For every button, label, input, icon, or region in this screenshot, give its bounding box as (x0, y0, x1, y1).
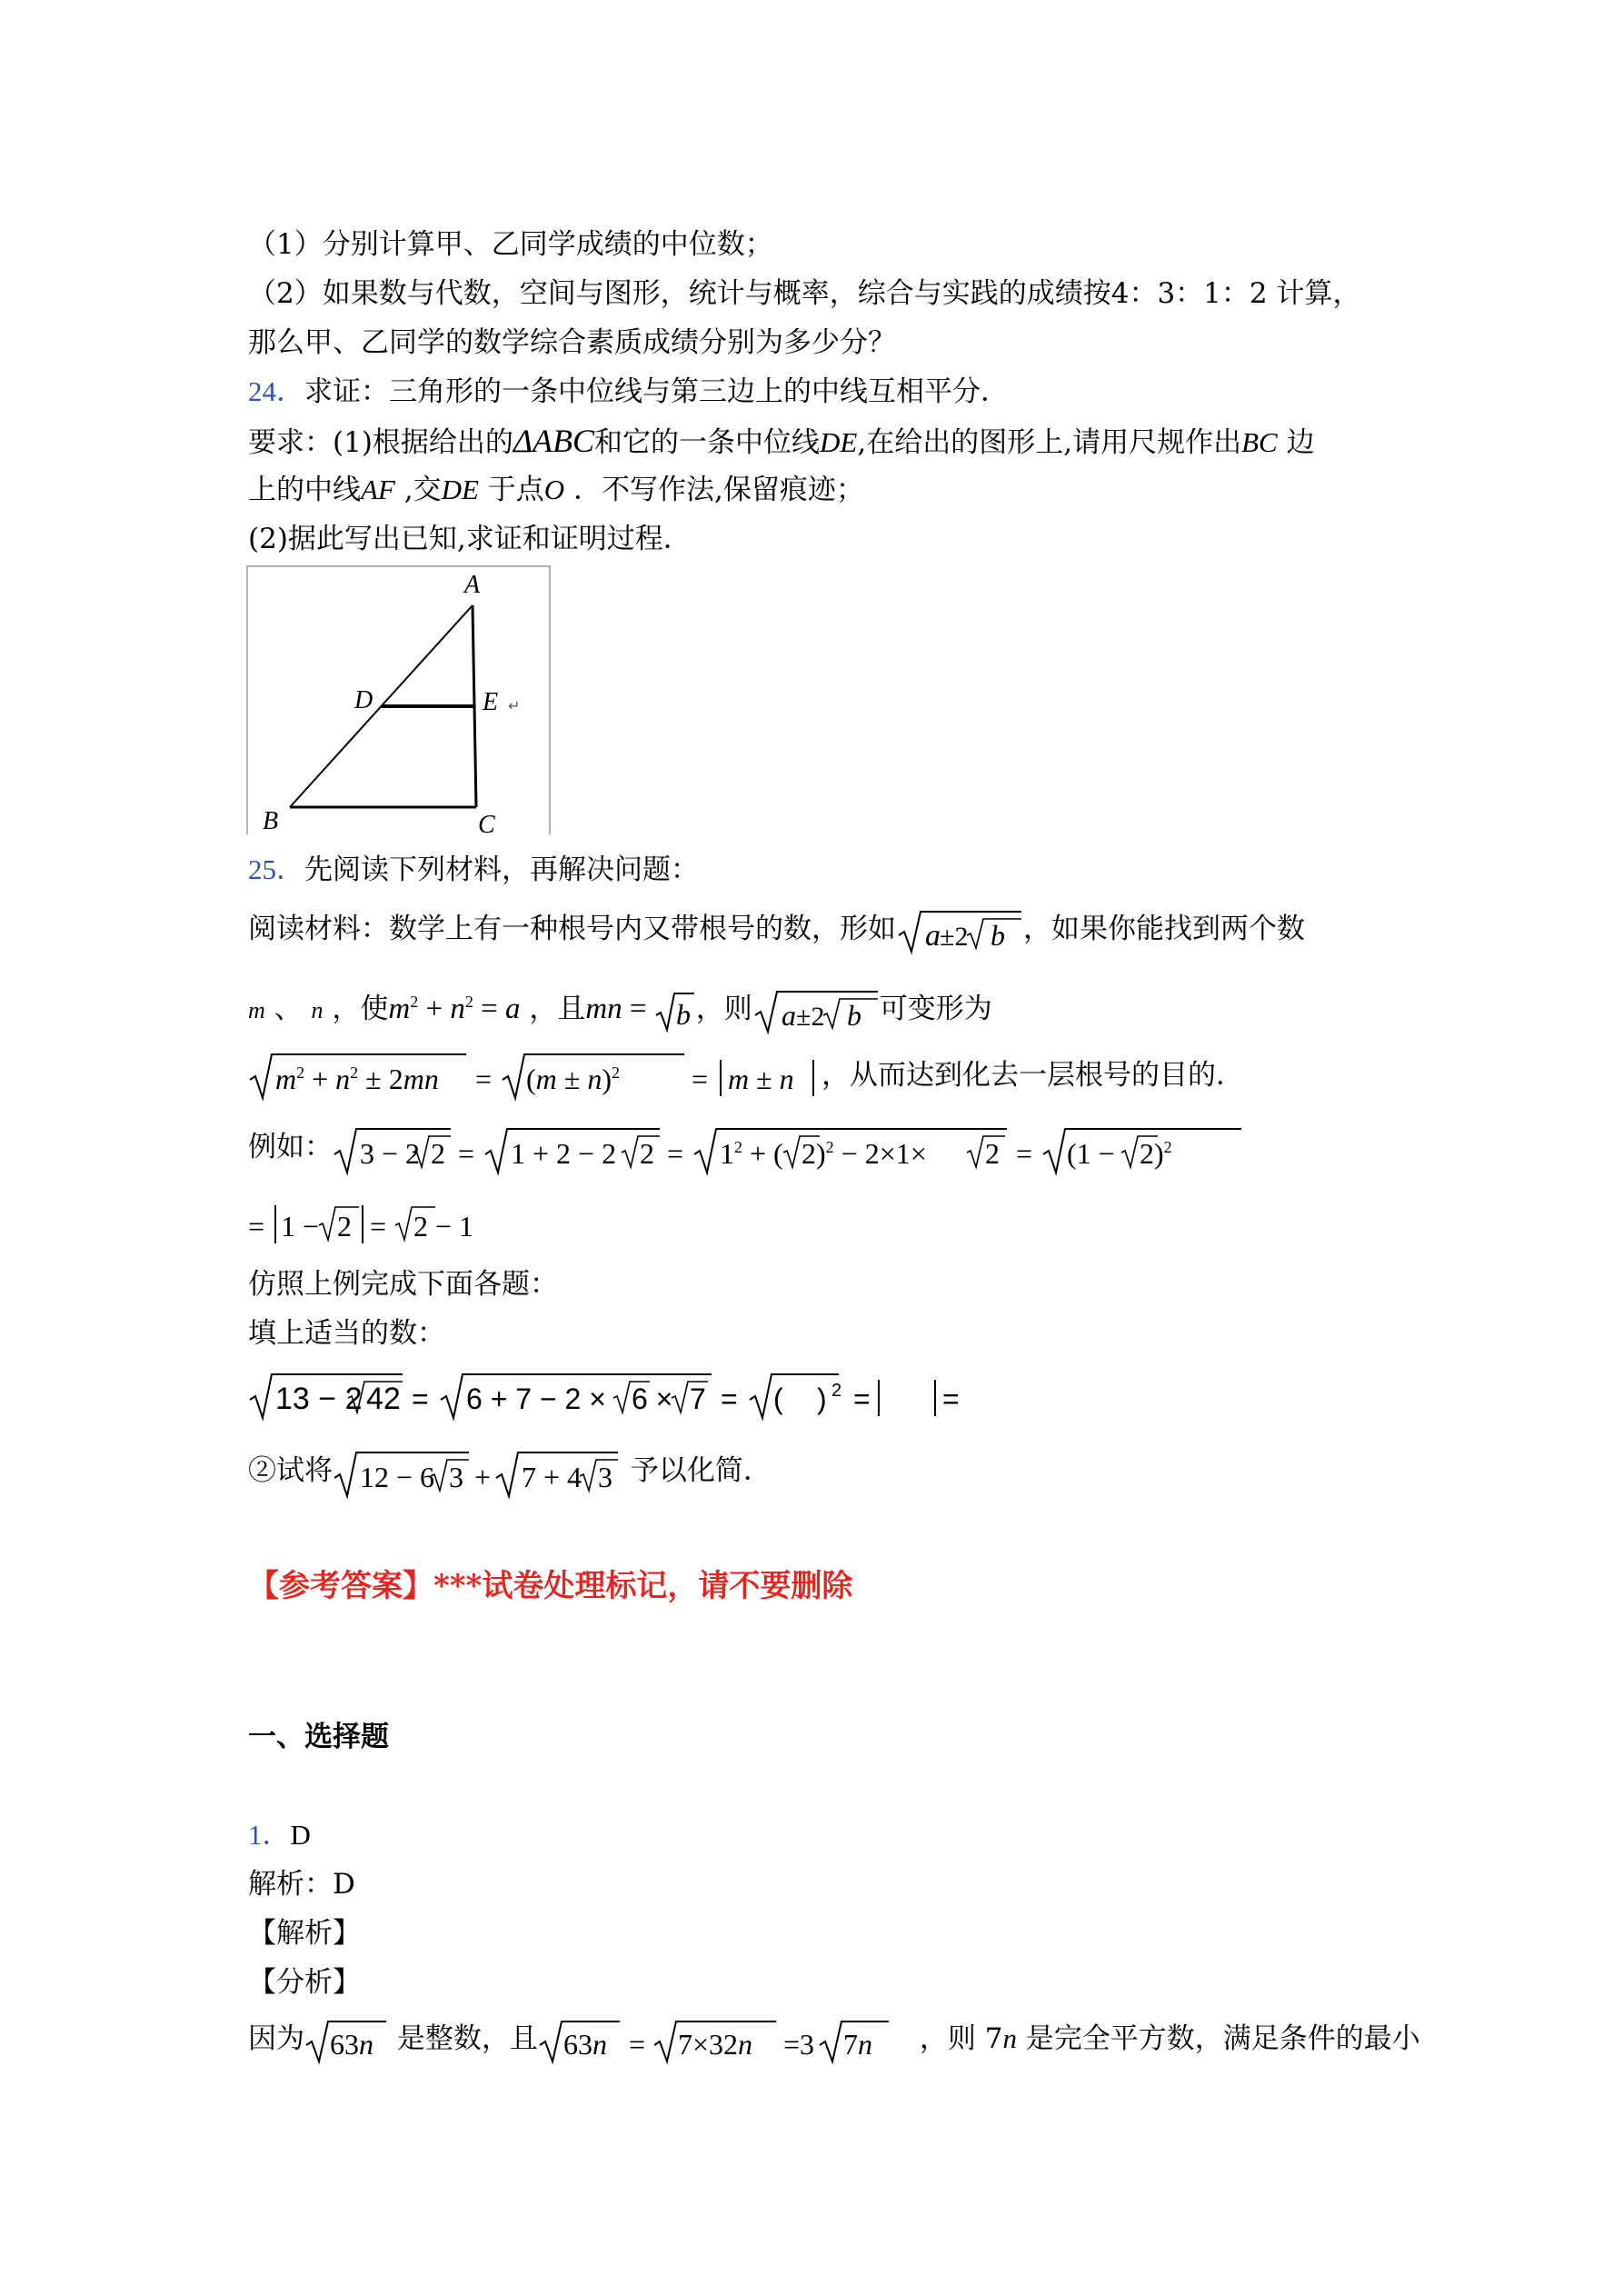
q24-triangle-symbol: ΔABC (513, 423, 595, 459)
q25-number: 25． (248, 854, 304, 885)
q24-req1-text-c: ,在给出的图形上,请用尺规作出 (857, 426, 1242, 459)
q24-req1-line (248, 420, 1315, 464)
a1-text-d: 是完全平方数，满足条件的最小 (1025, 2022, 1420, 2055)
svg-text:=: = (853, 1382, 871, 1415)
label-e: E (483, 688, 499, 716)
svg-text:m2 + n2 ± 2mn: $m^2 + n^2 \pm 2mn$ (275, 1062, 439, 1095)
svg-text:12 − 6: 12 − 6 (360, 1460, 435, 1493)
expr-sqrt-chain (538, 2016, 920, 2065)
q23-part2b: 那么甲、乙同学的数学综合素质成绩分别为多少分？ (248, 326, 896, 359)
reading-text-d: ，且 (529, 993, 586, 1025)
q25-reading-line2 (248, 977, 992, 1035)
reading-text-b: ，如果你能找到两个数 (1023, 913, 1305, 945)
svg-text:7 + 4: 7 + 4 (522, 1460, 582, 1493)
svg-text:b: b (991, 918, 1005, 952)
svg-text:m ± n: m ± n (728, 1062, 794, 1095)
svg-text:): ) (817, 1382, 827, 1415)
q2-text-b: 予以化简． (630, 1454, 772, 1487)
expr-simplify (333, 1445, 622, 1500)
q24-de: DE (820, 426, 858, 458)
svg-text:63n: 63n (563, 2027, 607, 2061)
a1-text-a: 因为 (248, 2022, 304, 2055)
a1-text-c: ，则 7 (919, 2022, 1003, 2055)
svg-text:2: 2 (985, 1136, 1000, 1170)
svg-text:63n: 63n (330, 2027, 373, 2061)
svg-text:42: 42 (366, 1381, 401, 1416)
q25-example-line (248, 1120, 1250, 1176)
section-title: 一、选择题 (248, 1721, 389, 1753)
svg-text:6 ×: 6 × (632, 1382, 673, 1415)
expr-sqrt-a-pm-2sqrtb-2 (752, 986, 880, 1035)
a1-fenxi: 【分析】 (248, 1966, 361, 1999)
q25-reading-line1 (248, 904, 1305, 955)
a1-line (248, 1814, 311, 1856)
a1-text-line (248, 2012, 1420, 2065)
expr-example-result (248, 1194, 539, 1249)
svg-text:2)2: 2)$^2$ (1140, 1136, 1172, 1170)
q25-title-line (248, 849, 699, 891)
svg-text:±2: ±2 (940, 921, 969, 952)
q24-req2-line (248, 469, 864, 511)
svg-text:=: = (942, 1382, 960, 1415)
svg-text:a: a (925, 918, 941, 953)
q2-text-a: ②试将 (248, 1454, 333, 1487)
expr-sqrt-63n (304, 2016, 388, 2065)
q24-req2-text-c: 于点 (487, 474, 544, 506)
svg-text:b: b (846, 998, 861, 1032)
a1-jiexi: 【解析】 (248, 1917, 361, 1950)
expr-m2-n2-a: $m^2 + n^2 = a$ (388, 993, 521, 1025)
label-b: B (263, 807, 279, 834)
svg-text:3: 3 (449, 1460, 463, 1493)
q24-de-2: DE (441, 474, 479, 505)
svg-text:=: = (458, 1136, 475, 1170)
var-m: m (248, 997, 265, 1023)
q25-imitate: 仿照上例完成下面各题： (248, 1268, 558, 1301)
svg-text:=: = (412, 1382, 429, 1415)
svg-text:=: = (721, 1382, 738, 1415)
q23-part1: （1）分别计算甲、乙同学成绩的中位数； (248, 228, 773, 261)
q24-bc: BC (1241, 426, 1278, 458)
a1-text-b: 是整数，且 (396, 2022, 538, 2055)
reading-text-e: ，则 (695, 993, 752, 1025)
reading-text-c: ，使 (332, 993, 389, 1025)
svg-text:13 − 2: 13 − 2 (275, 1381, 363, 1416)
svg-text:2: 2 (431, 1136, 445, 1170)
a1-number: 1． (248, 1819, 291, 1851)
a1-answer: D (290, 1819, 311, 1851)
svg-text:=: = (370, 1209, 387, 1243)
q25-example-line2 (248, 1193, 539, 1249)
svg-text:2: 2 (831, 1380, 842, 1401)
example-label: 例如： (248, 1131, 333, 1163)
svg-text:+: + (474, 1460, 492, 1493)
svg-text:=: = (475, 1062, 493, 1095)
svg-text:1 + 2 − 2: 1 + 2 − 2 (511, 1136, 617, 1170)
q24-req3: (2)据此写出已知,求证和证明过程． (248, 523, 692, 555)
reading-text-f: 可变形为 (879, 993, 992, 1025)
q25-reading-tail: ，从而达到化去一层根号的目的． (821, 1059, 1244, 1092)
q24-req1-text-b: 和它的一条中位线 (594, 426, 821, 459)
var-n: n (311, 997, 324, 1023)
expr-mn: mn = (585, 993, 654, 1025)
svg-text:=: = (1016, 1136, 1033, 1170)
q25-title: 先阅读下列材料，再解决问题： (304, 854, 699, 886)
reading-text-a: 阅读材料：数学上有一种根号内又带根号的数，形如 (248, 913, 896, 945)
label-a: A (464, 571, 481, 599)
return-mark-icon: ↵ (508, 697, 521, 714)
q24-number: 24． (248, 375, 304, 407)
svg-text:(: ( (773, 1382, 783, 1415)
triangle-figure (246, 565, 551, 834)
svg-text:7×32n: 7×32n (677, 2027, 752, 2061)
svg-text:=3: =3 (782, 2027, 814, 2061)
svg-text:7n: 7n (842, 2027, 872, 2061)
q24-af: AF (361, 474, 395, 505)
svg-text:=: = (692, 1062, 709, 1095)
q24-req1-text-d: 边 (1286, 426, 1315, 459)
svg-text:7: 7 (690, 1382, 706, 1415)
label-c: C (478, 811, 495, 834)
sep: 、 (274, 993, 303, 1025)
a1-var-n: n (1002, 2022, 1017, 2054)
svg-text:=: = (248, 1209, 265, 1243)
svg-text:=: = (628, 2027, 645, 2061)
svg-text:(m ± n)2: $(m \pm n)^2$ (526, 1062, 620, 1095)
q23-part2a: （2）如果数与代数，空间与图形，统计与概率，综合与实践的成绩按4：3：1：2 计算， (248, 277, 1361, 310)
q24-req2-text-b: ,交 (403, 474, 442, 506)
q25-fill: 填上适当的数： (248, 1317, 445, 1350)
answer-header: 【参考答案】***试卷处理标记，请不要删除 (248, 1568, 853, 1604)
svg-text:12 + (: $1^2$ + ( (720, 1136, 783, 1170)
expr-sqrt-a-pm-2sqrtb (896, 906, 1023, 955)
expr-fill-blank (248, 1365, 975, 1423)
q24-req2-text: 上的中线 (248, 474, 361, 506)
svg-text:2)2 − 2×1×: 2)$^2$ − 2×1× (802, 1136, 927, 1170)
svg-text:2: 2 (337, 1209, 352, 1243)
svg-text:(1 −: (1 − (1067, 1136, 1115, 1170)
svg-text:a: a (781, 998, 796, 1032)
q25-q2-line (248, 1443, 772, 1500)
svg-text:b: b (675, 997, 691, 1031)
svg-text:2 − 1: 2 − 1 (413, 1209, 474, 1243)
svg-text:=: = (667, 1136, 684, 1170)
svg-text:3 − 2: 3 − 2 (360, 1136, 421, 1170)
q24-o: O (543, 474, 565, 505)
svg-text:3: 3 (598, 1460, 612, 1493)
svg-text:±2: ±2 (795, 1001, 825, 1032)
a1-analysis: 解析：D (248, 1868, 355, 1901)
label-d: D (354, 686, 373, 714)
q24-req2-text-d: ．不写作法,保留痕迹； (573, 474, 864, 506)
q24-req1-text: 要求：(1)根据给出的 (248, 426, 513, 459)
q25-fill-expr-line (248, 1363, 975, 1423)
expr-example (333, 1122, 1250, 1176)
q24-title-line (248, 371, 1009, 413)
expr-sqrt-b (654, 988, 696, 1033)
svg-text:2: 2 (640, 1136, 654, 1170)
svg-text:1 −: 1 − (281, 1209, 320, 1243)
q24-title: 求证：三角形的一条中位线与第三边上的中线互相平分． (304, 375, 1009, 408)
svg-text:6 + 7 − 2 ×: 6 + 7 − 2 × (466, 1382, 606, 1415)
